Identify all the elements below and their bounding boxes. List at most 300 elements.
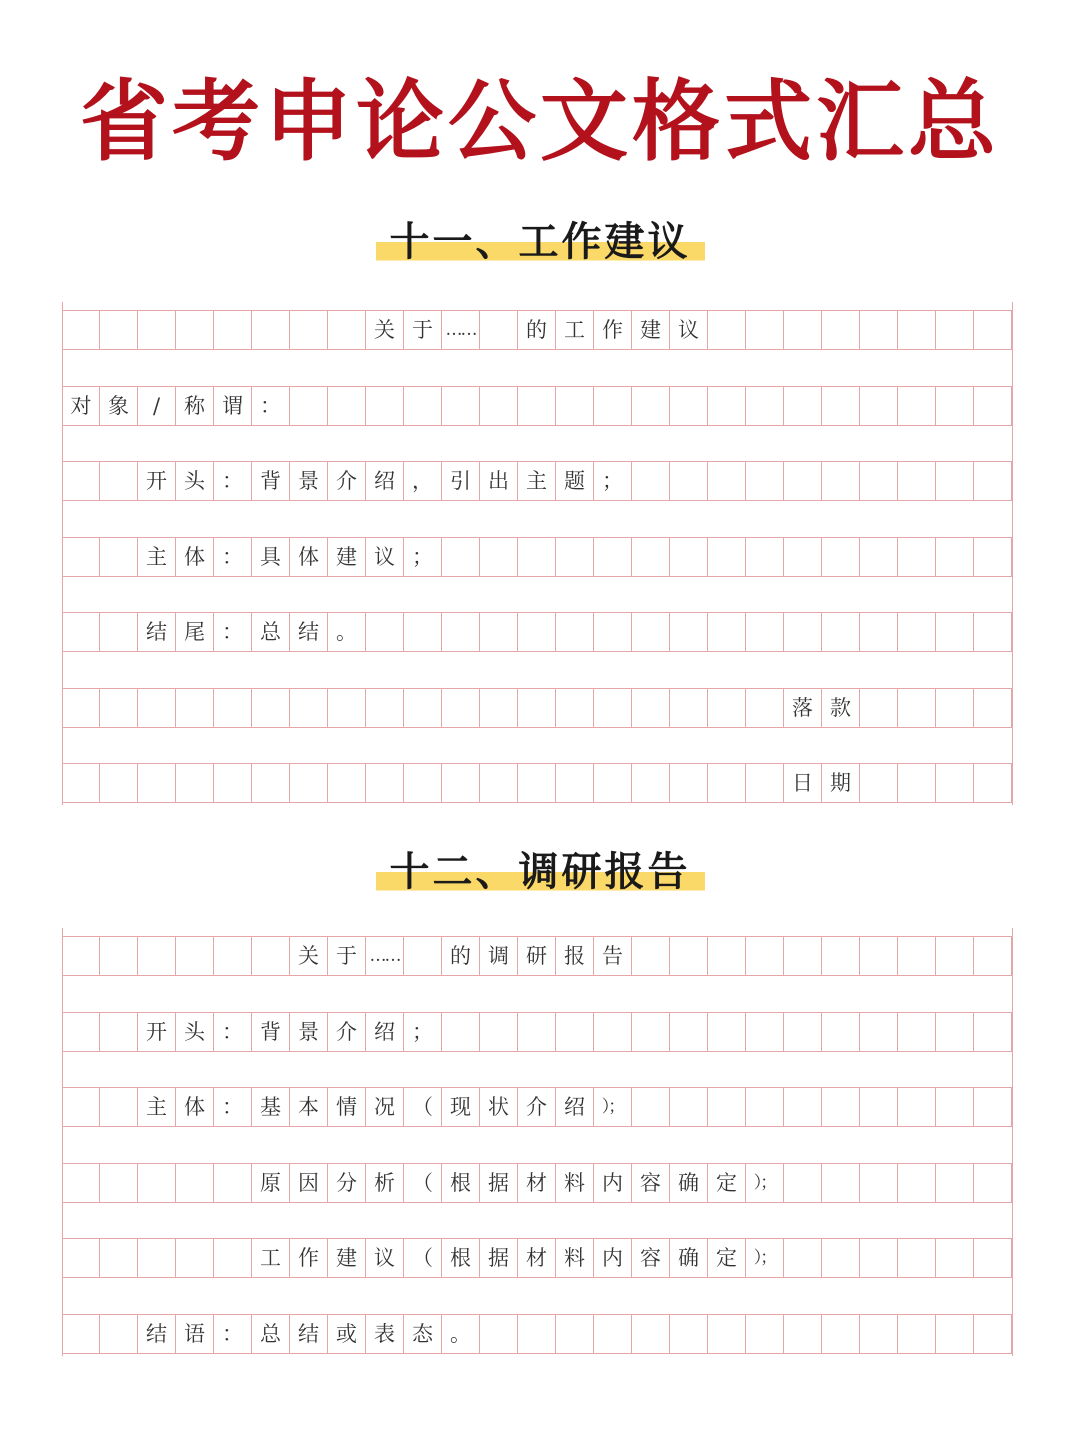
grid-cell: ： (214, 1088, 252, 1126)
grid-cell (138, 311, 176, 349)
grid-row (62, 1087, 1012, 1127)
grid-cell: 研 (518, 937, 556, 975)
grid-cell (860, 1239, 898, 1277)
grid-cell (366, 689, 404, 727)
grid-cell: 介 (328, 1013, 366, 1051)
grid-cell (936, 1164, 974, 1202)
grid-cell: 根 (442, 1164, 480, 1202)
grid-cell: 尾 (176, 613, 214, 651)
grid-cell: 绍 (556, 1088, 594, 1126)
grid-cell: 开 (138, 462, 176, 500)
grid-cell: 体 (290, 538, 328, 576)
grid-cell: 析 (366, 1164, 404, 1202)
grid-cell (974, 1088, 1012, 1126)
grid-cell (746, 1315, 784, 1353)
grid-cell (974, 764, 1012, 802)
grid-cell: 据 (480, 1164, 518, 1202)
grid-row (62, 1012, 1012, 1052)
grid-cell: 作 (290, 1239, 328, 1277)
grid-cell: 于 (404, 311, 442, 349)
grid-cell (100, 764, 138, 802)
grid-cell: 日 (784, 764, 822, 802)
grid-cell (442, 1013, 480, 1051)
grid-cell (860, 538, 898, 576)
grid-cell (62, 538, 100, 576)
grid-cell (784, 937, 822, 975)
grid-cell (404, 937, 442, 975)
grid-cell: 根 (442, 1239, 480, 1277)
grid-cell (100, 1088, 138, 1126)
grid-cell (62, 689, 100, 727)
grid-cell (518, 764, 556, 802)
grid-cell (746, 311, 784, 349)
grid-cell: 分 (328, 1164, 366, 1202)
grid-cell: 定 (708, 1239, 746, 1277)
grid-cell (784, 1164, 822, 1202)
grid-cell: …… (442, 311, 480, 349)
grid-cell: ）； (746, 1164, 784, 1202)
grid-cell (670, 689, 708, 727)
grid-cell: ； (594, 462, 632, 500)
grid-cell (822, 1239, 860, 1277)
grid-cell (480, 1315, 518, 1353)
grid-cell: 据 (480, 1239, 518, 1277)
grid-cell (176, 1164, 214, 1202)
grid-cell (328, 689, 366, 727)
grid-cell (898, 764, 936, 802)
grid-cell (708, 613, 746, 651)
grid-cell: 建 (632, 311, 670, 349)
grid-cell (100, 689, 138, 727)
grid-cell (442, 538, 480, 576)
grid-cell (100, 1164, 138, 1202)
grid-cell (290, 311, 328, 349)
grid-cell: 景 (290, 462, 328, 500)
grid-cell (822, 538, 860, 576)
grid-cell (594, 538, 632, 576)
grid-cell (252, 937, 290, 975)
grid-cell (556, 1315, 594, 1353)
grid-cell: 建 (328, 1239, 366, 1277)
grid-cell (936, 538, 974, 576)
grid-cell: 。 (328, 613, 366, 651)
grid-cell (670, 937, 708, 975)
grid-cell (480, 387, 518, 425)
grid-cell (936, 1088, 974, 1126)
grid-cell: 关 (366, 311, 404, 349)
grid-cell (784, 311, 822, 349)
grid-cell (822, 937, 860, 975)
grid-cell (670, 462, 708, 500)
grid-cell: 具 (252, 538, 290, 576)
grid-cell: 态 (404, 1315, 442, 1353)
grid-cell: 头 (176, 462, 214, 500)
grid-cell (480, 538, 518, 576)
grid-cell (62, 764, 100, 802)
grid-cell: 议 (366, 1239, 404, 1277)
grid-cell: 绍 (366, 1013, 404, 1051)
grid-cell (822, 387, 860, 425)
grid-cell (860, 764, 898, 802)
grid-cell (936, 387, 974, 425)
grid-cell: 确 (670, 1239, 708, 1277)
grid-cell (480, 311, 518, 349)
grid-cell (632, 1315, 670, 1353)
grid-row (62, 688, 1012, 728)
grid-cell (670, 1013, 708, 1051)
grid-cell (62, 1088, 100, 1126)
grid-cell (214, 689, 252, 727)
grid-cell: ： (214, 613, 252, 651)
grid-cell (176, 764, 214, 802)
grid-cell (822, 613, 860, 651)
grid-cell: ； (404, 1013, 442, 1051)
grid-cell (708, 538, 746, 576)
grid-cell (138, 764, 176, 802)
grid-cell: 结 (290, 613, 328, 651)
section-heading-text: 十二、调研报告 (376, 846, 705, 898)
grid-cell (860, 311, 898, 349)
grid-cell (632, 764, 670, 802)
grid-cell (746, 387, 784, 425)
grid-cell (62, 1013, 100, 1051)
grid-cell (936, 937, 974, 975)
grid-cell (252, 689, 290, 727)
grid-cell: 告 (594, 937, 632, 975)
grid-cell: 内 (594, 1164, 632, 1202)
grid-row (62, 1314, 1012, 1354)
grid-cell: / (138, 387, 176, 425)
grid-cell: 内 (594, 1239, 632, 1277)
grid-cell (936, 311, 974, 349)
grid-cell: ： (252, 387, 290, 425)
grid-cell (936, 689, 974, 727)
grid-cell: （ (404, 1239, 442, 1277)
grid-cell: 的 (442, 937, 480, 975)
grid-cell (746, 937, 784, 975)
grid-cell: 主 (518, 462, 556, 500)
grid-cell: 议 (670, 311, 708, 349)
grid-cell (746, 1013, 784, 1051)
grid-cell (594, 387, 632, 425)
grid-cell (898, 1013, 936, 1051)
grid-cell (404, 764, 442, 802)
grid-row (62, 310, 1012, 350)
grid-cell (594, 764, 632, 802)
grid-cell (62, 1239, 100, 1277)
grid-cell (328, 387, 366, 425)
grid-cell (480, 764, 518, 802)
grid-cell: 结 (290, 1315, 328, 1353)
grid-cell (138, 1164, 176, 1202)
grid-cell (784, 1088, 822, 1126)
grid-cell: 款 (822, 689, 860, 727)
grid-cell (100, 1013, 138, 1051)
grid-cell (936, 462, 974, 500)
grid-cell (138, 937, 176, 975)
grid-cell (442, 387, 480, 425)
grid-cell (746, 1088, 784, 1126)
grid-cell: 总 (252, 1315, 290, 1353)
grid-cell (784, 1239, 822, 1277)
grid-cell (974, 1315, 1012, 1353)
grid-cell (822, 311, 860, 349)
section-heading-text: 十一、工作建议 (376, 216, 705, 268)
grid-cell (708, 311, 746, 349)
grid-cell (480, 1013, 518, 1051)
grid-cell (594, 613, 632, 651)
grid-cell (860, 1315, 898, 1353)
grid-row (62, 461, 1012, 501)
grid-cell (822, 1164, 860, 1202)
grid-row (62, 1163, 1012, 1203)
grid-cell (632, 538, 670, 576)
grid-cell (822, 1088, 860, 1126)
grid-cell (442, 613, 480, 651)
grid-cell (860, 1088, 898, 1126)
grid-cell: 头 (176, 1013, 214, 1051)
grid-cell (252, 764, 290, 802)
grid-cell (100, 311, 138, 349)
grid-cell: 本 (290, 1088, 328, 1126)
grid-cell (936, 764, 974, 802)
grid-cell (62, 613, 100, 651)
grid-cell: 象 (100, 387, 138, 425)
grid-row (62, 612, 1012, 652)
main-title: 省考申论公文格式汇总 (79, 70, 1000, 173)
grid-cell (936, 1315, 974, 1353)
grid-cell (784, 462, 822, 500)
grid-cell: 议 (366, 538, 404, 576)
grid-cell (366, 764, 404, 802)
grid-cell (366, 387, 404, 425)
grid-cell (898, 311, 936, 349)
grid-cell (974, 538, 1012, 576)
grid-cell (936, 613, 974, 651)
grid-cell (632, 387, 670, 425)
grid-cell (138, 1239, 176, 1277)
grid-cell (100, 462, 138, 500)
grid-cell (100, 1315, 138, 1353)
grid-cell (100, 538, 138, 576)
grid-cell (746, 462, 784, 500)
grid-cell (328, 311, 366, 349)
grid-cell (708, 1088, 746, 1126)
grid-cell: 因 (290, 1164, 328, 1202)
grid-cell (442, 689, 480, 727)
grid-cell: 或 (328, 1315, 366, 1353)
grid-cell: 结 (138, 1315, 176, 1353)
grid-cell: 于 (328, 937, 366, 975)
grid-cell (898, 462, 936, 500)
grid-cell (442, 764, 480, 802)
grid-cell (62, 937, 100, 975)
grid-cell (252, 311, 290, 349)
grid-cell (632, 1088, 670, 1126)
grid-cell (708, 1013, 746, 1051)
grid-side-border (1012, 928, 1013, 1356)
grid-cell (62, 1164, 100, 1202)
grid-cell (632, 462, 670, 500)
grid-cell: 表 (366, 1315, 404, 1353)
grid-cell (936, 1239, 974, 1277)
grid-cell (708, 462, 746, 500)
grid-cell: 报 (556, 937, 594, 975)
grid-cell (936, 1013, 974, 1051)
grid-cell: 背 (252, 1013, 290, 1051)
grid-cell (708, 764, 746, 802)
grid-cell (746, 764, 784, 802)
grid-row (62, 763, 1012, 803)
grid-cell (556, 387, 594, 425)
grid-cell (784, 1013, 822, 1051)
grid-cell: 介 (328, 462, 366, 500)
grid-cell (632, 937, 670, 975)
grid-cell (784, 1315, 822, 1353)
grid-cell: 题 (556, 462, 594, 500)
grid-cell (860, 462, 898, 500)
grid-cell: 基 (252, 1088, 290, 1126)
grid-cell (860, 689, 898, 727)
grid-cell: 原 (252, 1164, 290, 1202)
grid-cell (860, 1164, 898, 1202)
grid-cell (898, 538, 936, 576)
grid-cell (974, 689, 1012, 727)
grid-cell (784, 538, 822, 576)
grid-cell (594, 1315, 632, 1353)
grid-cell (594, 689, 632, 727)
grid-cell (556, 1013, 594, 1051)
grid-row (62, 936, 1012, 976)
grid-cell (404, 689, 442, 727)
grid-cell (176, 689, 214, 727)
grid-cell (176, 1239, 214, 1277)
grid-cell (214, 1239, 252, 1277)
grid-cell (822, 1315, 860, 1353)
grid-cell: ）； (746, 1239, 784, 1277)
grid-cell: ； (404, 538, 442, 576)
grid-cell (632, 613, 670, 651)
grid-cell (670, 1315, 708, 1353)
grid-cell: 主 (138, 1088, 176, 1126)
grid-cell: 绍 (366, 462, 404, 500)
grid-cell: 引 (442, 462, 480, 500)
grid-cell (404, 387, 442, 425)
grid-cell: 结 (138, 613, 176, 651)
section-heading-work-suggestion (0, 216, 1080, 268)
grid-cell: ： (214, 1315, 252, 1353)
grid-cell (670, 1088, 708, 1126)
grid-cell: 工 (252, 1239, 290, 1277)
grid-cell (974, 1013, 1012, 1051)
grid-cell (708, 387, 746, 425)
grid-cell: 介 (518, 1088, 556, 1126)
grid-cell (708, 1315, 746, 1353)
grid-cell (62, 462, 100, 500)
grid-cell (480, 689, 518, 727)
grid-cell (290, 387, 328, 425)
grid-cell: （ (404, 1164, 442, 1202)
grid-cell (898, 1239, 936, 1277)
grid-cell (746, 538, 784, 576)
grid-cell: 料 (556, 1239, 594, 1277)
grid-cell (556, 613, 594, 651)
grid-cell: 称 (176, 387, 214, 425)
grid-cell (100, 937, 138, 975)
grid-cell: （ (404, 1088, 442, 1126)
grid-cell: 谓 (214, 387, 252, 425)
grid-cell (518, 1315, 556, 1353)
grid-cell (176, 311, 214, 349)
grid-cell: 材 (518, 1239, 556, 1277)
grid-cell (328, 764, 366, 802)
grid-cell: 确 (670, 1164, 708, 1202)
grid-cell: 落 (784, 689, 822, 727)
grid-cell: 工 (556, 311, 594, 349)
grid-cell (138, 689, 176, 727)
grid-cell: 状 (480, 1088, 518, 1126)
grid-cell (784, 613, 822, 651)
grid-cell (632, 1013, 670, 1051)
grid-cell (860, 1013, 898, 1051)
grid-cell (974, 311, 1012, 349)
grid-cell: 料 (556, 1164, 594, 1202)
grid-side-border (1012, 302, 1013, 805)
grid-cell: ）； (594, 1088, 632, 1126)
section-heading-research-report (0, 846, 1080, 898)
grid-row (62, 537, 1012, 577)
grid-cell (974, 1239, 1012, 1277)
grid-row (62, 1238, 1012, 1278)
grid-cell (898, 1315, 936, 1353)
grid-cell (518, 538, 556, 576)
grid-cell (974, 613, 1012, 651)
grid-cell: 主 (138, 538, 176, 576)
grid-cell (822, 1013, 860, 1051)
grid-cell (214, 311, 252, 349)
grid-cell (708, 689, 746, 727)
grid-cell (176, 937, 214, 975)
grid-cell (898, 387, 936, 425)
grid-cell: 定 (708, 1164, 746, 1202)
grid-cell (708, 937, 746, 975)
grid-cell (632, 689, 670, 727)
grid-cell (974, 462, 1012, 500)
grid-cell: ： (214, 538, 252, 576)
grid-cell: 建 (328, 538, 366, 576)
grid-cell (518, 387, 556, 425)
grid-cell: 调 (480, 937, 518, 975)
grid-cell (860, 613, 898, 651)
grid-cell (746, 613, 784, 651)
grid-cell: 景 (290, 1013, 328, 1051)
grid-cell: …… (366, 937, 404, 975)
grid-cell (860, 937, 898, 975)
grid-cell: 的 (518, 311, 556, 349)
grid-cell (518, 689, 556, 727)
grid-cell (898, 1088, 936, 1126)
grid-cell: 容 (632, 1239, 670, 1277)
grid-cell (100, 1239, 138, 1277)
grid-cell: 总 (252, 613, 290, 651)
grid-cell: ： (214, 462, 252, 500)
grid-cell (214, 1164, 252, 1202)
grid-cell (366, 613, 404, 651)
grid-row (62, 386, 1012, 426)
grid-cell (556, 689, 594, 727)
grid-cell (822, 462, 860, 500)
grid-cell (290, 689, 328, 727)
